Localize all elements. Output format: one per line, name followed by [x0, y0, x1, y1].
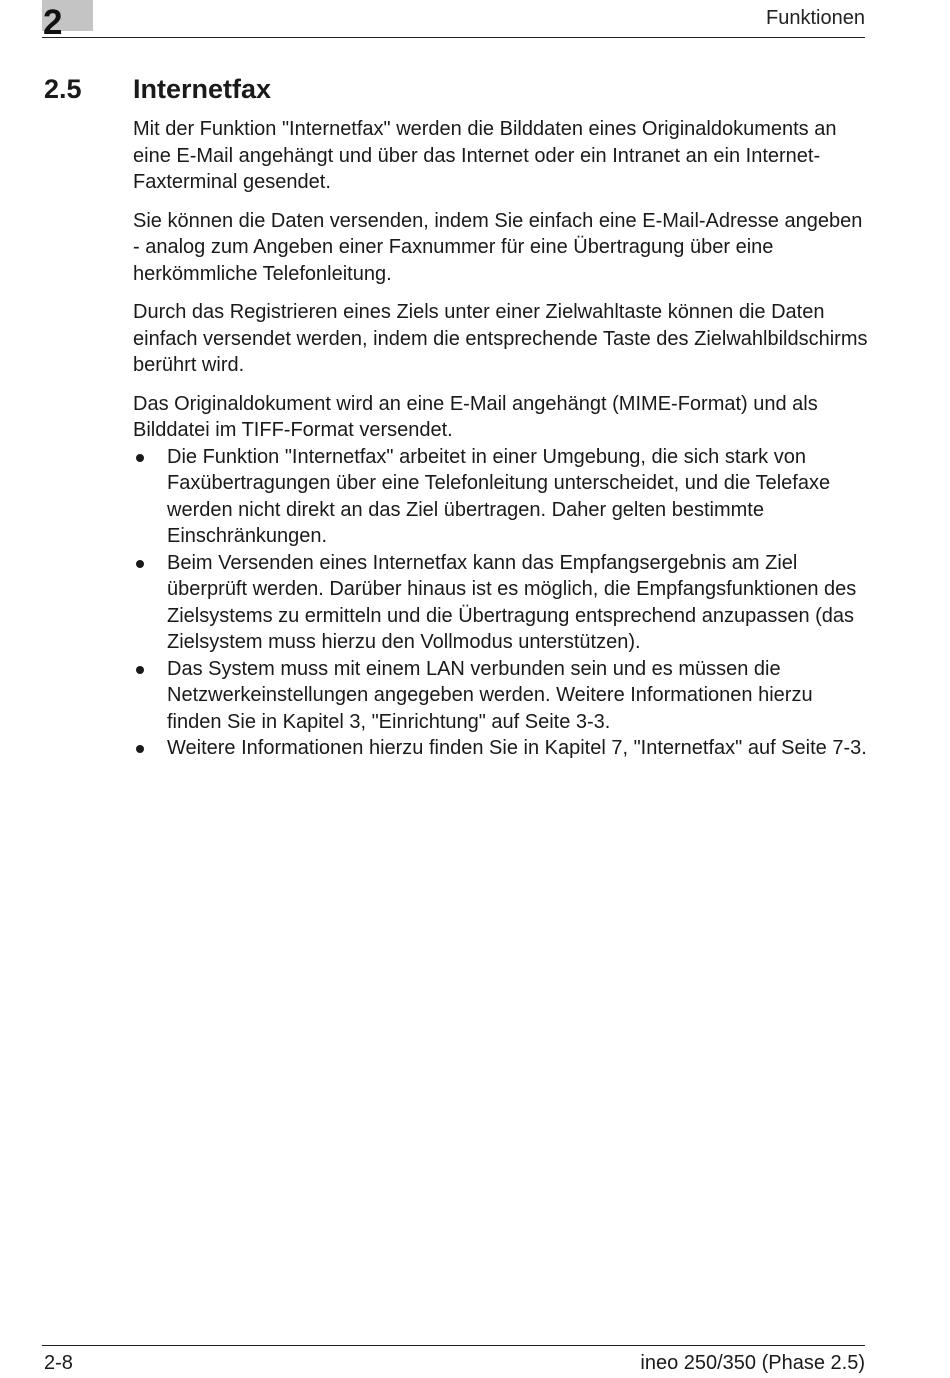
bullet-list [133, 444, 868, 762]
header-rule [42, 37, 865, 38]
bullet-text: Das System muss mit einem LAN verbunden sein und es müssen die Netzwerkeinstellungen angegeben werden. Weitere Informationen hierzu finden Sie in Kapitel 3, "Einrichtung" auf Seite 3-3. [167, 657, 813, 733]
body-content [133, 116, 868, 762]
footer-rule [42, 1345, 865, 1346]
paragraph: Mit der Funktion "Internetfax" werden die Bilddaten eines Originaldokuments an eine E-Mail angehängt und über das Internet oder ein Intranet an ein Internet-Faxterminal gesendet. [133, 118, 837, 193]
bullet-item [133, 444, 868, 550]
bullet-icon [136, 666, 144, 674]
paragraph: Sie können die Daten versenden, indem Sie einfach eine E-Mail-Adresse angeben - analog zum Angeben einer Faxnummer für eine Übertragung über eine herkömmliche Telefonleitung. [133, 209, 863, 285]
bullet-item [133, 735, 868, 762]
page-number: 2-8 [44, 1352, 73, 1374]
bullet-text: Beim Versenden eines Internetfax kann das Empfangsergebnis am Ziel überprüft werden. Darüber hinaus ist es möglich, die Empfangsfunktionen des Zielsystems zu ermitteln und die Übertragung entsprechend anzupassen (das Zielsystem muss hierzu den Vollmodus unterstützen). [167, 551, 857, 653]
bullet-text: Weitere Informationen hierzu finden Sie in Kapitel 7, "Internetfax" auf Seite 7-3. [167, 737, 867, 759]
bullet-item [133, 656, 868, 736]
bullet-text: Die Funktion "Internetfax" arbeitet in einer Umgebung, die sich stark von Faxübertragungen über eine Telefonleitung unterscheidet, und die Telefaxe werden nicht direkt an das Ziel übertragen. Daher gelten bestimmte Einschränkungen. [167, 445, 831, 547]
section-title: Internetfax [133, 74, 272, 104]
product-name: ineo 250/350 (Phase 2.5) [640, 1352, 865, 1374]
paragraph: Das Originaldokument wird an eine E-Mail angehängt (MIME-Format) und als Bilddatei im TIFF-Format versendet. [133, 392, 818, 441]
chapter-number: 2 [43, 3, 63, 42]
paragraph: Durch das Registrieren eines Ziels unter einer Zielwahltaste können die Daten einfach versendet werden, indem die entsprechende Taste des Zielwahlbildschirms berührt wird. [133, 301, 868, 376]
bullet-icon [136, 560, 144, 568]
bullet-item [133, 550, 868, 656]
header-title: Funktionen [766, 7, 865, 29]
bullet-icon [136, 745, 144, 753]
bullet-icon [136, 454, 144, 462]
section-number: 2.5 [44, 74, 82, 104]
